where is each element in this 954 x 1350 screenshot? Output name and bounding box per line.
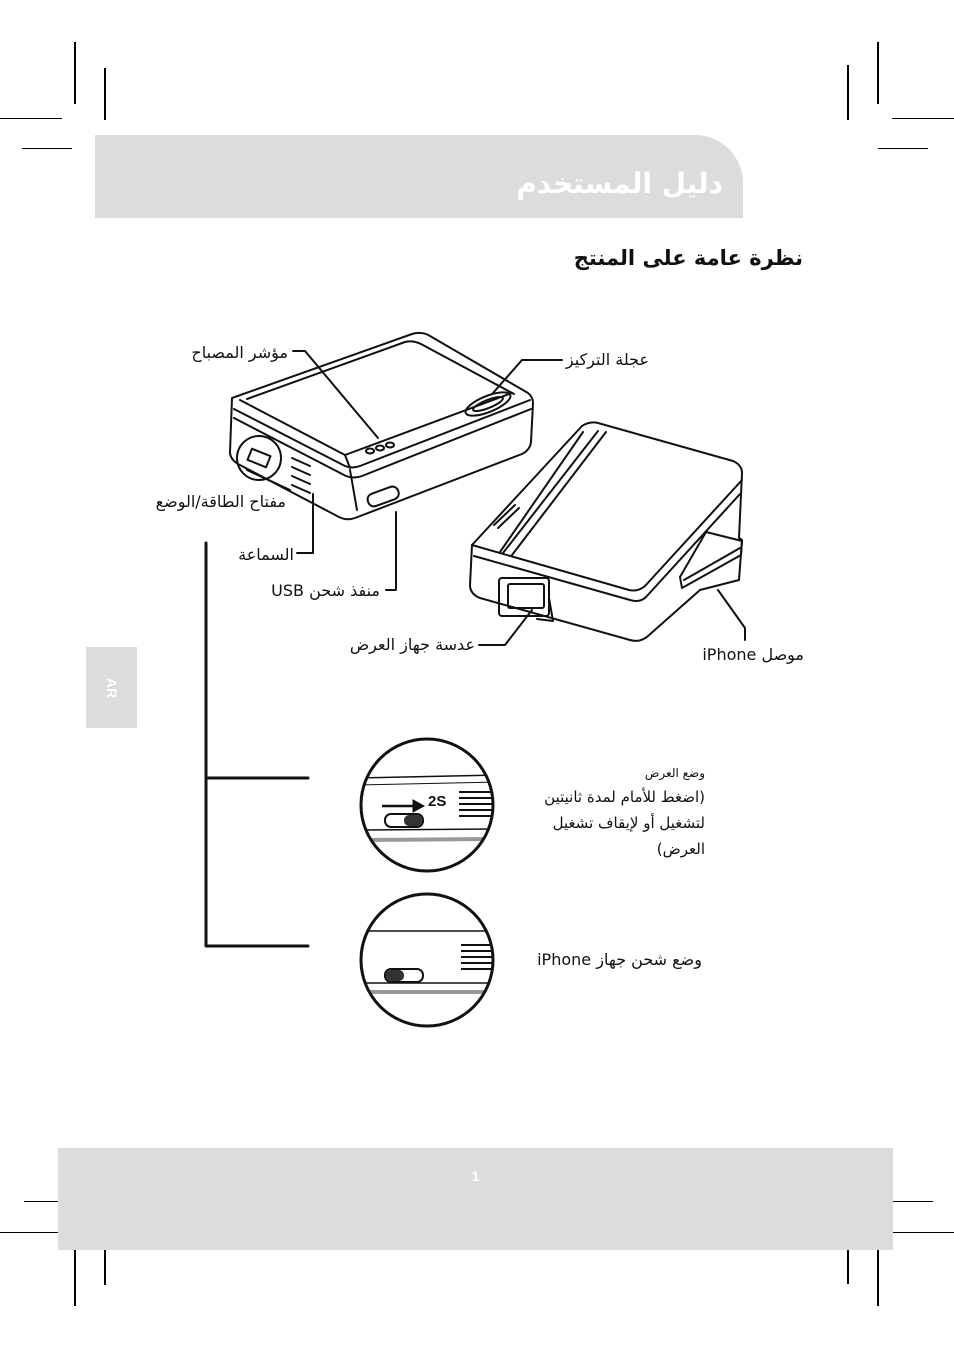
charging-mode-detail	[355, 894, 500, 1026]
lamp-indicator-label: مؤشر المصباح	[191, 343, 288, 362]
language-tab-label: AR	[103, 677, 120, 698]
charging-mode-label: وضع شحن جهاز iPhone	[537, 950, 702, 969]
footer-band	[58, 1148, 893, 1250]
projection-mode-line: لتشغيل أو لإيقاف تشغيل	[552, 814, 705, 832]
projection-mode-title: وضع العرض	[644, 766, 705, 780]
projection-mode-line: العرض)	[656, 840, 705, 858]
usb-port-label: منفذ شحن USB	[271, 581, 380, 600]
projector-rear-view	[470, 422, 742, 640]
power-mode-switch-label: مفتاح الطاقة/الوضع	[155, 492, 286, 511]
page-number: 1	[471, 1168, 480, 1184]
projection-mode-note	[465, 762, 705, 862]
lens-label: عدسة جهاز العرض	[349, 635, 475, 654]
projection-mode-line: (اضغط للأمام لمدة ثانيتين	[544, 788, 705, 806]
switch-2s-label: 2S	[428, 793, 447, 810]
page-title: دليل المستخدم	[516, 167, 723, 200]
speaker-label: السماعة	[238, 545, 294, 564]
focus-wheel-label: عجلة التركيز	[565, 350, 649, 369]
section-title: نظرة عامة على المنتج	[573, 246, 803, 270]
iphone-connector-label: موصل iPhone	[702, 645, 804, 664]
